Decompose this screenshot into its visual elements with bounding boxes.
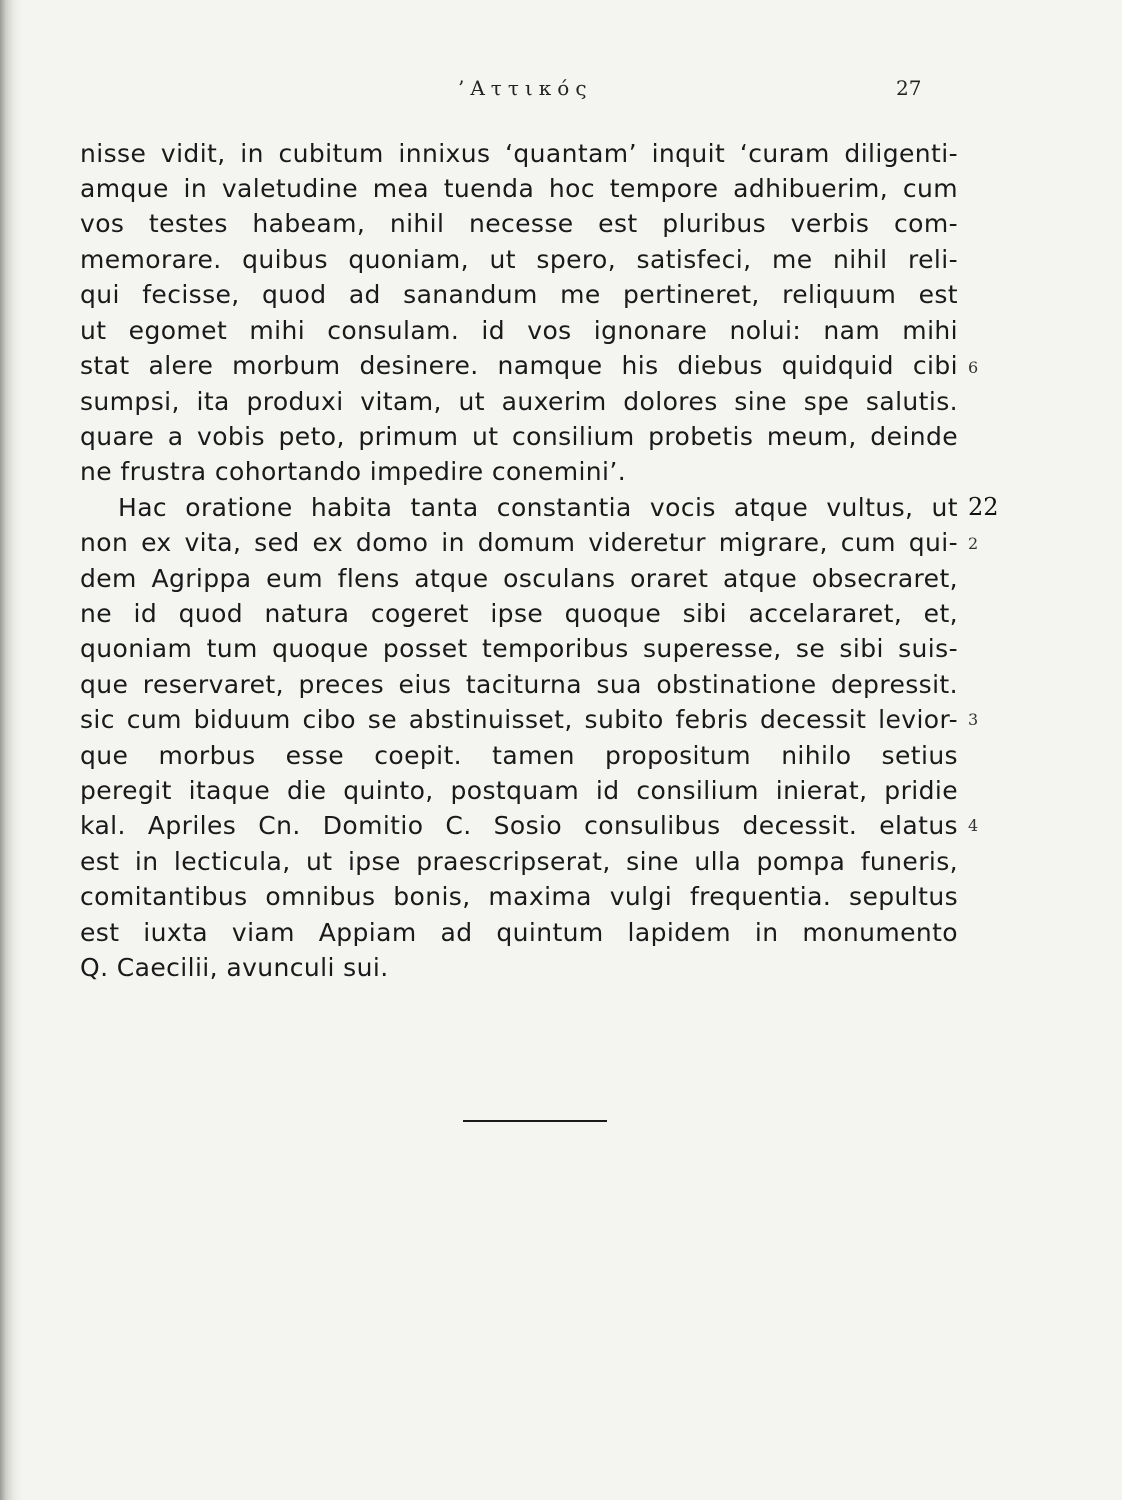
- text-line: nisse vidit, in cubitum innixus ‘quantam’ inquit ‘curam diligenti-: [80, 139, 958, 168]
- binding-gutter: [0, 0, 22, 1500]
- text-line: qui fecisse, quod ad sanandum me pertineret, reliquum est: [80, 280, 958, 309]
- text-line: vos testes habeam, nihil necesse est pluribus verbis com-: [80, 209, 958, 238]
- text-line: quoniam tum quoque posset temporibus superesse, se sibi suis-: [80, 634, 958, 663]
- text-line: est iuxta viam Appiam ad quintum lapidem in monumento: [80, 918, 958, 947]
- text-line: quare a vobis peto, primum ut consilium probetis meum, deinde: [80, 422, 958, 451]
- text-line: comitantibus omnibus bonis, maxima vulgi frequentia. sepultus: [80, 882, 958, 911]
- running-head-title: ’Αττικός: [458, 76, 593, 100]
- text-line: que reservaret, preces eius taciturna sua obstinatione depressit.: [80, 670, 958, 699]
- page-number: 27: [896, 76, 922, 100]
- margin-chapter-number: 22: [968, 493, 999, 521]
- text-line: memorare. quibus quoniam, ut spero, satisfeci, me nihil reli-: [80, 245, 958, 274]
- text-line: sumpsi, ita produxi vitam, ut auxerim dolores sine spe salutis.: [80, 387, 958, 416]
- margin-section-number: 6: [968, 358, 979, 377]
- text-line: ut egomet mihi consulam. id vos ignonare nolui: nam mihi: [80, 316, 958, 345]
- end-rule: [463, 1120, 607, 1122]
- text-line: stat alere morbum desinere. namque his diebus quidquid cibi: [80, 351, 958, 380]
- text-line: sic cum biduum cibo se abstinuisset, subito febris decessit levior-: [80, 705, 958, 734]
- margin-section-number: 3: [968, 710, 979, 729]
- margin-section-number: 4: [968, 816, 979, 835]
- text-line: amque in valetudine mea tuenda hoc tempore adhibuerim, cum: [80, 174, 958, 203]
- margin-section-number: 2: [968, 534, 979, 553]
- text-line: Q. Caecilii, avunculi sui.: [80, 953, 389, 982]
- text-line: dem Agrippa eum flens atque osculans oraret atque obsecraret,: [80, 564, 958, 593]
- paragraph-first-line: Hac oratione habita tanta constantia vocis atque vultus, ut: [118, 493, 958, 522]
- text-line: ne frustra cohortando impedire conemini’.: [80, 457, 627, 486]
- text-line: peregit itaque die quinto, postquam id consilium inierat, pridie: [80, 776, 958, 805]
- text-line: est in lecticula, ut ipse praescripserat, sine ulla pompa funeris,: [80, 847, 958, 876]
- text-line: que morbus esse coepit. tamen propositum nihilo setius: [80, 741, 958, 770]
- text-line: kal. Apriles Cn. Domitio C. Sosio consulibus decessit. elatus: [80, 811, 958, 840]
- text-line: ne id quod natura cogeret ipse quoque sibi accelararet, et,: [80, 599, 958, 628]
- text-line: non ex vita, sed ex domo in domum videretur migrare, cum qui-: [80, 528, 958, 557]
